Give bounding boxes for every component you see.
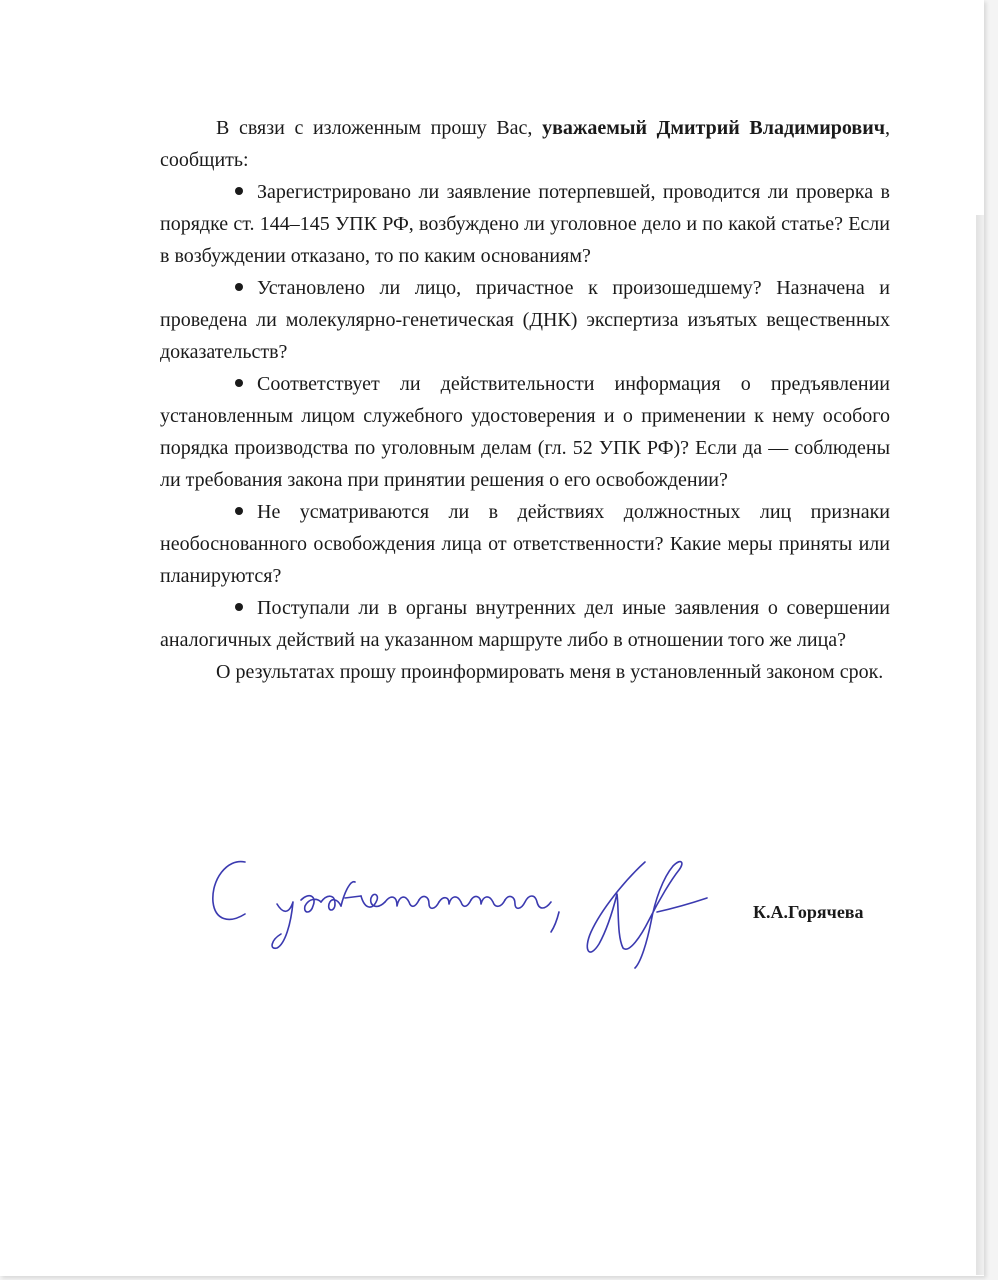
bullet-text: Не усматриваются ли в действиях должностных лиц признаки необоснованного освобождения лица от ответственности? Какие меры приняты или планируются? [160,501,890,587]
bullet-item [160,176,890,272]
bullet-icon [235,379,243,387]
page-edge [976,215,984,1275]
signer-name: К.А.Горячева [753,902,864,922]
letter-body [160,112,890,688]
intro-text: В связи с изложенным прошу Вас, [216,117,543,139]
bullet-icon [235,603,243,611]
bullet-icon [235,187,243,195]
bullet-icon [235,283,243,291]
bullet-item [160,272,890,368]
intro-paragraph [160,112,890,176]
bullet-text: Соответствует ли действительности информация о предъявлении установленным лицом служебного удостоверения и о применении к нему особого порядка производства по уголовным делам (гл. 52 УПК РФ)? Если да — соблюдены ли требования закона при принятии решения о его освобождении? [160,373,890,491]
bullet-text: Поступали ли в органы внутренних дел иные заявления о совершении аналогичных действий на указанном маршруте либо в отношении того же лица? [160,597,890,651]
bullet-text: Установлено ли лицо, причастное к произошедшему? Назначена и проведена ли молекулярно-генетическая (ДНК) экспертиза изъятых вещественных доказательств? [160,277,890,363]
signature-block [205,840,905,980]
handwritten-signature [205,840,725,980]
closing-paragraph: О результатах прошу проинформировать меня в установленный законом срок. [216,661,884,683]
bullet-text: Зарегистрировано ли заявление потерпевшей, проводится ли проверка в порядке ст. 144–145 УПК РФ, возбуждено ли уголовное дело и по какой статье? Если в возбуждении отказано, то по каким основаниям? [160,181,890,267]
bullet-item [160,368,890,496]
bullet-icon [235,507,243,515]
addressee-name: уважаемый Дмитрий Владимирович [542,117,885,139]
bullet-item [160,496,890,592]
bullet-item [160,592,890,656]
intro-text-end: , сообщить: [160,117,890,171]
